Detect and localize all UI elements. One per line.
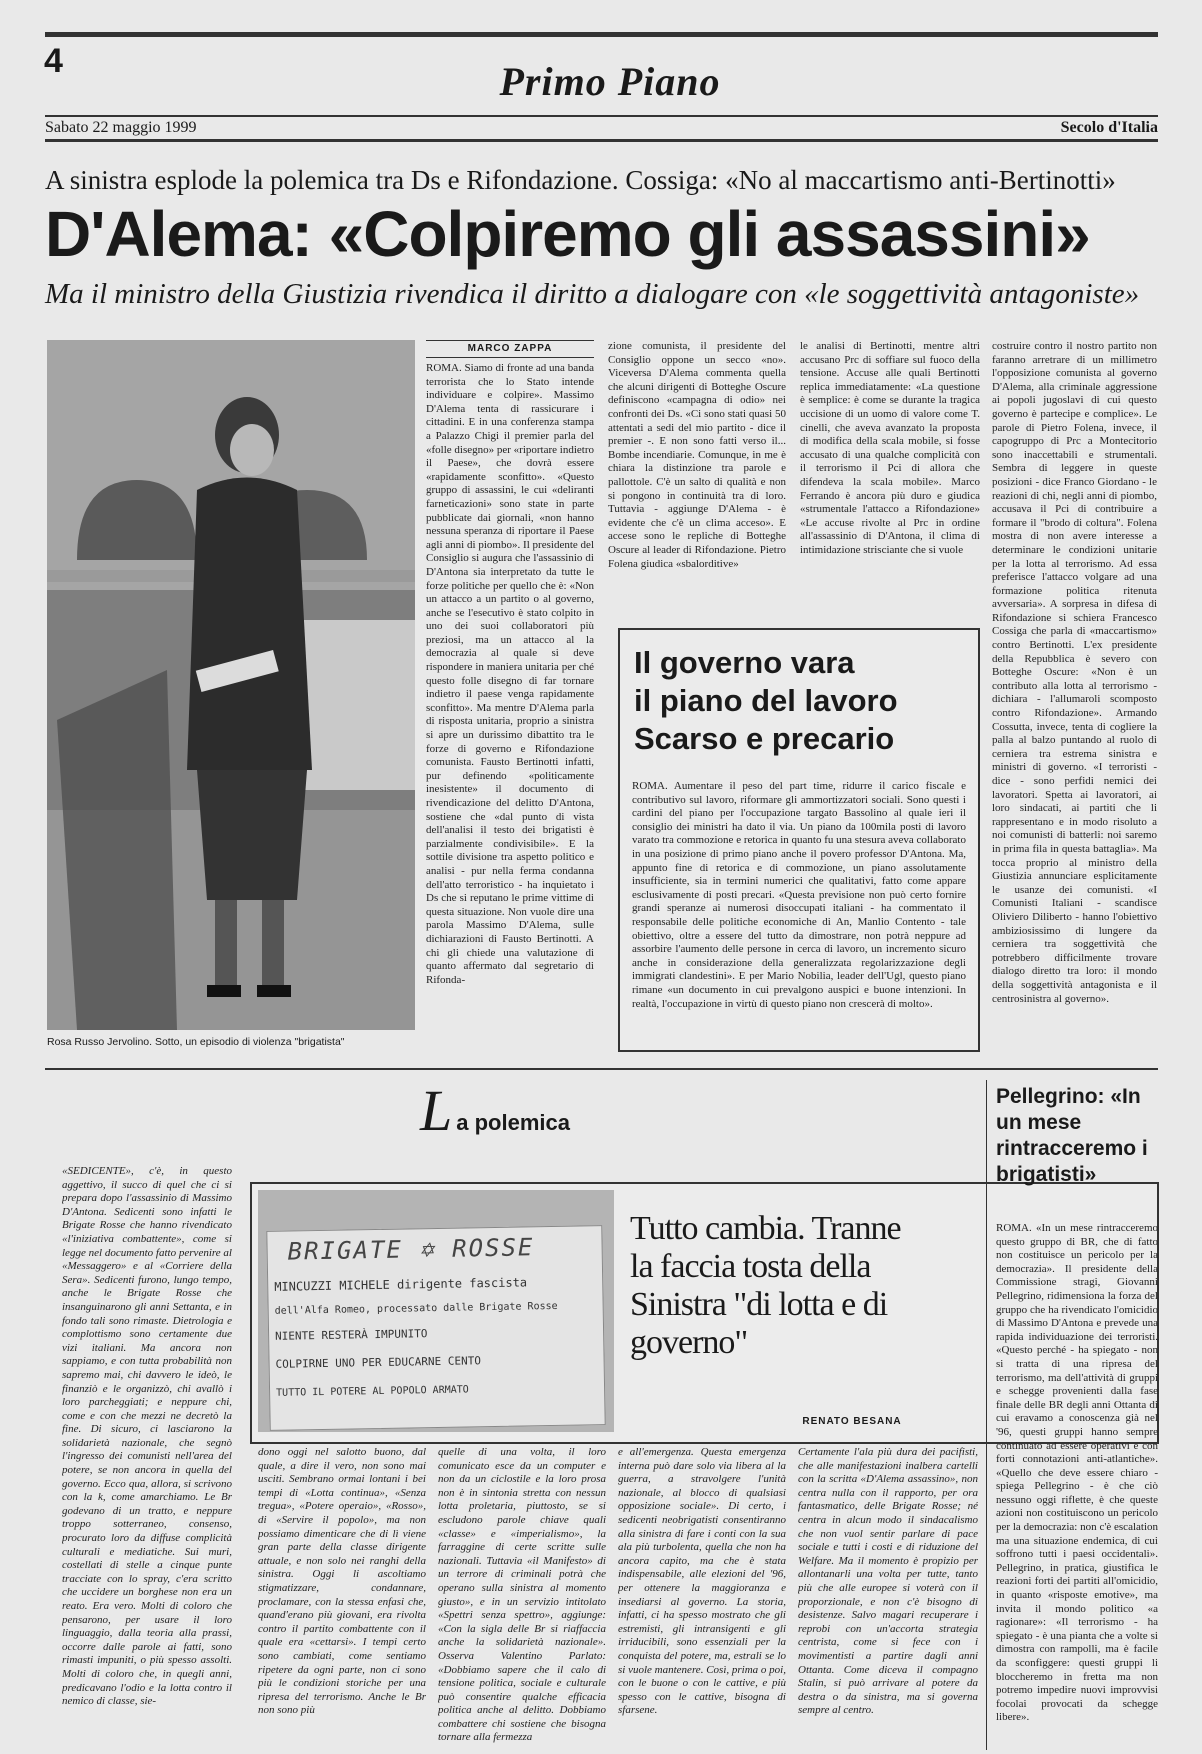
top-rule — [45, 32, 1158, 37]
polemica-text-1: «SEDICENTE», c'è, in questo aggettivo, il succo di quel che ci si prepara dopo l'assassinio di Massimo D'Antona. Sedicenti sono infatti le Brigate Rosse che hanno rivendicato «l'iniziativa combattente», come si legge nel documento fatto pervenire al «Messaggero» e al «Corriere della Sera». Sedicenti furono, lungo tempo, anche le Brigate Rosse che insanguinarono gli anni Settanta, e in fondo tali sono rimaste. Dietrologia e complottismo sono certamente due vizi italiani. Ma ancora non sappiamo, e con tutta probabilità non sapremo mai, chi davvero le ideò, le finanziò e le organizzò, chi avallò i loro parcheggiati; e neppure chi, come e con che mezzi ne decretò la fine. Di sicuro, ci lasciarono la solidarietà nazionale, che segnò l'ingresso dei comunisti nell'area del potere, se non ancora in quella del governo. Ecco qua, allora, si scrivono con la k, come amarchiamo. Le Br godevano di un tratto, e neppure troppo sotterraneo, consenso, procurato loro da diffuse complicità culturali e mediatiche. Sui muri, costellati di stelle a cinque punte tracciate con lo spray, c'era scritto che uccidere un borghese non era un reato. Era vero. Molti di coloro che pensarono, per usare il loro linguaggio, dalla teoria alla prassi, occorre dalle parole ai fatti, sono rimasti impuniti, o più spesso assolti. Molti di coloro che, in quegli anni, predicavano l'odio e la lotta contro il nemico di classe, sie- — [62, 1165, 232, 1708]
byline-rule-bottom — [426, 357, 594, 358]
article-text-1: ROMA. Siamo di fronte ad una banda terrorista che lo Stato intende individuare e colpire». Massimo D'Alema tenta di rassicurare i cittadini. E in una conferenza stampa a Palazzo Chigi il premier parla del «folle disegno» per «riportare indietro il Paese», che dovrà essere «rapidamente sconfitto». «Questo gruppo di assassini, le cui «deliranti farneticazioni» sono state in parte pubblicate dai giornali, «non hanno nessuna speranza di riportare il Paese agli anni di piombo». Il presidente del Consiglio si augura che l'assassinio di D'Antona sia interpretato da tutte le forze politiche per quello che è: «Non un attacco a un partito o al governo, anche se l'esecutivo è stato colpito in uno dei suoi collaboratori più preziosi, ma un attacco al la democrazia al quale si deve rispondere in maniera unitaria per ché questo folle disegno di far tornare indietro il paese venga rapidamente sconfitto». Ma mentre D'Alema parla di risposta unitaria, proprio a sinistra si apre un durissimo dibattito tra le forze di governo e Rifondazione comunista. Fausto Bertinotti infatti, pur definendo «politicamente inesistente» il documento di rivendicazione del delitto D'Antona, sostiene che «dal punto di vista dell'analisi il testo dei brigatisti è parzialmente condivisibile». E la sottile divisione tra aspetto politico e analisi - pur nella ferma condanna dell'atto terroristico - ha inquietato i Ds che si reputano le prime vittime di questa situazione. Non vuole dire una parola Massimo D'Alema, sulle dichiarazioni di Fausto Bertinotti. A chi gli chiede una valutazione di quanto affermato dal segretario di Rifonda- — [426, 362, 594, 986]
article-text-3: le analisi di Bertinotti, mentre altri accusano Prc di soffiare sul fuoco della tensione. Accuse alle quali Bertinotti replica immediatamente: «La questione è semplice: è come se durante la tragica uccisione di un uomo di valore come T. cinelli, che aveva avanzato la proposta di modifica della scala mobile, si fosse accusato di una qualche complicità con il terrorismo il Pci di allora che difendeva la scala mobile». Marco Ferrando è ancora più duro e giudica «strumentale l'attacco a Rifondazione» «Le accuse rivolte al Prc in ordine all'assassinio di D'Antona, il clima di intimidazione strisciante che si vuole — [800, 340, 980, 556]
polemica-headline: Tutto cambia. Tranne la faccia tosta della Sinistra "di lotta e di governo" — [630, 1210, 901, 1361]
polemica-label — [420, 1078, 620, 1143]
article-column-3 — [800, 340, 980, 620]
box-headline-1: Il governo vara — [634, 645, 855, 680]
sign-line-5: COLPIRNE UNO PER EDUCARNE CENTO — [275, 1354, 482, 1371]
polemica-column-1 — [62, 1165, 232, 1745]
sign-line-2: MINCUZZI MICHELE dirigente fascista — [274, 1275, 528, 1294]
newspaper-name: Secolo d'Italia — [1060, 119, 1158, 136]
issue-date: Sabato 22 maggio 1999 — [45, 119, 197, 136]
side-headline: Pellegrino: «In un mese rintracceremo i brigatisti» — [996, 1085, 1148, 1186]
polemica-initial: L — [420, 1078, 453, 1143]
box-headline-3: Scarso e precario — [634, 721, 895, 756]
byline: MARCO ZAPPA — [467, 343, 553, 354]
page-number: 4 — [44, 42, 63, 80]
polemica-label-text: a polemica — [456, 1110, 570, 1135]
subheadline: Ma il ministro della Giustizia rivendica il diritto a dialogare con «le soggettività antagoniste» — [45, 278, 1140, 310]
labor-plan-box — [618, 628, 980, 1052]
sign-board — [266, 1225, 605, 1431]
box-body: ROMA. Aumentare il peso del part time, ridurre il carico fiscale e contributivo sul lavoro, riformare gli ammortizzatori sociali. Sono questi i cardini del piano per l'occupazione targato Bassolino al quale ieri il consiglio dei ministri ha dato il via. Un piano da 100mila posti di lavoro varato tra commozione e retorica in quanto fu una stesura aveva collaborato in una posizione di primo piano anche il povero professor D'Antona. Ma, appunto fine di retorica e di commozione, un piano assolutamente insufficiente, sia in termini numerici che qualitativi, fatto come appare esclusivamente di posti precari. «Questa previsione non può certo fornire grandi speranze ai numerosi disoccupati italiani - ha commentato il responsabile delle politiche economiche di An, Manlio Contento - tale obiettivo, oltre a essere del tutto da dimostrare, non potrà neppure ad assorbire l'aumento delle persone in cerca di lavoro, un incremento sicuro anche in considerazione della generalizzata regolarizzazione degli immigrati clandestini». E per Mario Nobilia, leader dell'Ugl, questo piano rimane «un documento in cui prevalgono auspici e buone intenzioni. In realtà, l'occupazione in virtù di questo piano non crescerà di molto». — [632, 780, 966, 1010]
byline-rule — [426, 340, 594, 341]
polemica-text-2: dono oggi nel salotto buono, dal quale, a dire il vero, non sono mai usciti. Sembrano ormai lontani i bei tempi di «Lotta continua», «Senza tregua», «Potere operaio», «Rosso», di «Servire il popolo», ma non possiamo dimenticare che di lì viene gran parte della classe dirigente attuale, e non solo nei ranghi della sinistra. Oggi li ascoltiamo stigmatizzare, condannare, proclamare, con la stessa enfasi che, quand'erano più giovani, era rivolta contro il partito combattente con il quale era «cettarsi». I tempi certo sono cambiati, come sentiamo ripetere da ogni parte, non ci sono più le condizioni storiche per una ripresa del terrorismo. Anche le Br non sono più — [258, 1446, 426, 1717]
article-column-4 — [992, 340, 1157, 1060]
kicker: A sinistra esplode la polemica tra Ds e Rifondazione. Cossiga: «No al maccartismo anti-Bertinotti» — [45, 165, 1116, 195]
article-text-2: zione comunista, il presidente del Consiglio oppone un secco «no». Viceversa D'Alema commenta quella che alcuni dirigenti di Botteghe Oscure definiscono «campagna di odio» nei confronti dei Ds. «Ci sono stati quasi 50 attentati a sedi del mio partito - dice il premier -. E non sono fatti verso il... Bombe incendiarie. Comunque, in me è chiara la distinzione tra parole e pallottole. C'è un salto di qualità e non si pongono in continuità tra di loro. Tuttavia - aggiunge D'Alema - è evidente che c'è un clima acceso». E accese sono le repliche di Botteghe Oscure al leader di Rifondazione. Pietro Folena giudica «sbalorditive» — [608, 340, 786, 570]
article-column-1 — [426, 362, 594, 1052]
box-text — [632, 780, 966, 1042]
section-divider — [45, 1068, 1158, 1070]
side-column — [996, 1222, 1158, 1747]
sign-line-1: BRIGATE ✡ ROSSE — [287, 1233, 535, 1266]
polemica-column-5 — [798, 1446, 978, 1746]
polemica-byline: RENATO BESANA — [802, 1416, 902, 1427]
sign-line-4: NIENTE RESTERÀ IMPUNITO — [275, 1327, 428, 1343]
photo-illustration — [47, 340, 415, 1030]
polemica-column-4 — [618, 1446, 786, 1746]
brigate-rosse-sign-photo — [258, 1190, 614, 1432]
photo-caption: Rosa Russo Jervolino. Sotto, un episodio di violenza "brigatista" — [47, 1036, 345, 1048]
sign-line-3: dell'Alfa Romeo, processato dalle Brigate Rosse — [274, 1300, 558, 1317]
sign-line-6: TUTTO IL POTERE AL POPOLO ARMATO — [276, 1384, 469, 1399]
polemica-column-2 — [258, 1446, 426, 1746]
polemica-text-3: quelle di una volta, il loro comunicato esce da un computer e non da un ciclostile e la loro prosa non è in sintonia stretta con nessun lotta proletaria, piuttosto, se si escludono parole chiave quali «classe» e «imperialismo», la farraggine di certe scritte sulle nazionali. Tuttavia «il Manifesto» di un terrore di criminali potrà che operano sulla sinistra al momento giusto», e in un servizio intitolato «Spettri senza spettro», aggiunge: «Con la sigla delle Br si riaffaccia anche la solidarietà nazionale». Osserva Valentino Parlato: «Dobbiamo sapere che il calo di tensione politica, sociale e culturale può consentire qualche efficacia politica anche al delitto. Dobbiamo combattere chi sostiene che bisogna tornare alla fermezza — [438, 1446, 606, 1744]
section-title: Primo Piano — [499, 59, 721, 104]
polemica-text-5: Certamente l'ala più dura dei pacifisti, che alle manifestazioni inalbera cartelli con la scritta «D'Alema assassino», non centra nulla con il rapporto, per ora fantasmatico, delle Brigate Rosse; né centra in alcun modo il sindacalismo che non vuol sentir parlare di pace sociale e tutti i costi e di riduzione del Welfare. Ma il momento è propizio per allontanarli una volta per tutte, tanto più che alle europee si voterà con il proporzionale, e non c'è bisogno di desistenze. Salvo magari recuperare i reprobi con un'accorta strategia centrista, come si fece con i movimentisti a partire dagli anni Ottanta. Come diceva il compagno Stalin, si può arrivare al potere da destra o da sinistra, ma si governa sempre al centro. — [798, 1446, 978, 1717]
article-column-2 — [608, 340, 786, 620]
side-text: ROMA. «In un mese rintracceremo questo gruppo di BR, che di fatto non costituisce un pericolo per la democrazia». Il presidente della Commissione stragi, Giovanni Pellegrino, ridimensiona la forza del gruppo che ha rivendicato l'omicidio di Massimo D'Antona e prevede una rapida individuazione dei terroristi. «Questo perché - ha spiegato - non si tratta di una ripresa del terrorismo, ma dell'attività di gruppi e schegge provenienti dalla fase finale delle BR degli anni Ottanta di cui eravamo a conoscenza già nel '96, questi gruppi hanno sempre continuato ad essere operativi e con forti connotazioni anti-atlantiche». «Quello che deve essere chiaro - spiega Pellegrino - è che ciò nessuno oggi riflette, è che queste azioni non costituiscono un pericolo per la democrazia: non c'è escalation ma una situazione endemica, di cui soffrono tutti i paesi occidentali». Pellegrino, in pratica, giustifica le reazioni forti dei partiti all'omicidio, in quanto «risposte emotive», ma invita il mondo politico «a ragionare»: «Il terrorismo - ha spiegato - è una pianta che a volte si dimostra con rampolli, ma è facile da sconfiggere: questi gruppi li bloccheremo in fretta ma non potremo impedire nuovi improvvisi focolai provocati da schegge libere». — [996, 1222, 1158, 1724]
header-bottom-rule — [45, 139, 1158, 142]
header-rule — [45, 115, 1158, 117]
article-text-4: costruire contro il nostro partito non faranno arretrare di un millimetro l'opposizione comunista al governo D'Alema, alla criminale aggressione ai popoli jugoslavi di cui questo governo è partecipe e complice». Le parole di Pietro Folena, invece, il capogruppo di Prc a Montecitorio sono inaccettabili e strumentali. Sembra di leggere in queste posizioni - dice Franco Giordano - le reazioni di chi, negli anni di piombo, accusava il Pci di contribuire a formare il "brodo di coltura". Folena mostra di non avere interesse a determinare le condizioni unitarie per la lotta al terrorismo. Ad essa preferisce l'attacco volgare ad una formazione politica ritenuta avversaria». A sorpresa in difesa di Rifondazione si schiera Francesco Cossiga che parla di «maccartismo» contro Bertinotti. L'ex presidente della Repubblica è severo con Botteghe Oscure: «Non è un contributo alla lotta al terrorismo - dichiara - l'allumaroli scomposto contro Rifondazione». Armando Cossutta, invece, tenta di cogliere la palla al balzo puntando al ruolo di cerniera tra estrema sinistra e ministri di governo. «I terroristi - dice - sono perfidi nemici dei lavoratori. Spetta ai lavoratori, ai loro sindacati, ai partiti che li rappresentano e in modo risoluto a noi comunisti di batterli: noi saremo in prima fila in questa battaglia». Ma tocca proprio al ministro della Giustizia annunciare esplicitamente le usanze dei comunisti. «I Comunisti Italiani - scandisce Oliviero Diliberto - hanno l'obiettivo ambiziosissimo di lungere da cerniera tra soggettività che potrebbero difficilmente trovare dialogo diretto tra loro: il mondo della soggettività antagonista e il centrosinistra al governo». — [992, 340, 1157, 1005]
polemica-text-4: e all'emergenza. Questa emergenza interna può dare solo via libera al la guerra, a stravolgere l'unità nazionale, al blocco di qualsiasi opposizione sociale». Di certo, i sedicenti neobrigatisti consentiranno alla sinistra di fare i conti con la sua ala più turbolenta, quella che non ha ancora capito, ma che è stata indispensabile, alle elezioni del '96, per ottenere la maggioranza e insediarsi al governo. La storia, infatti, ci ha spesso mostrato che gli estremisti, gli intransigenti e gli irriducibili, sono essenziali per la conquista del potere, ma, estrali se lo si vuole mantenere. Così, prima o poi, con le buone o con le cattive, e più spesso con le cattive, bisogna di sfarsene. — [618, 1446, 786, 1717]
box-headline-2: il piano del lavoro — [634, 683, 898, 718]
headline: D'Alema: «Colpiremo gli assassini» — [45, 198, 1090, 270]
polemica-column-3 — [438, 1446, 606, 1746]
side-divider — [986, 1080, 987, 1750]
jervolino-photo — [47, 340, 415, 1030]
